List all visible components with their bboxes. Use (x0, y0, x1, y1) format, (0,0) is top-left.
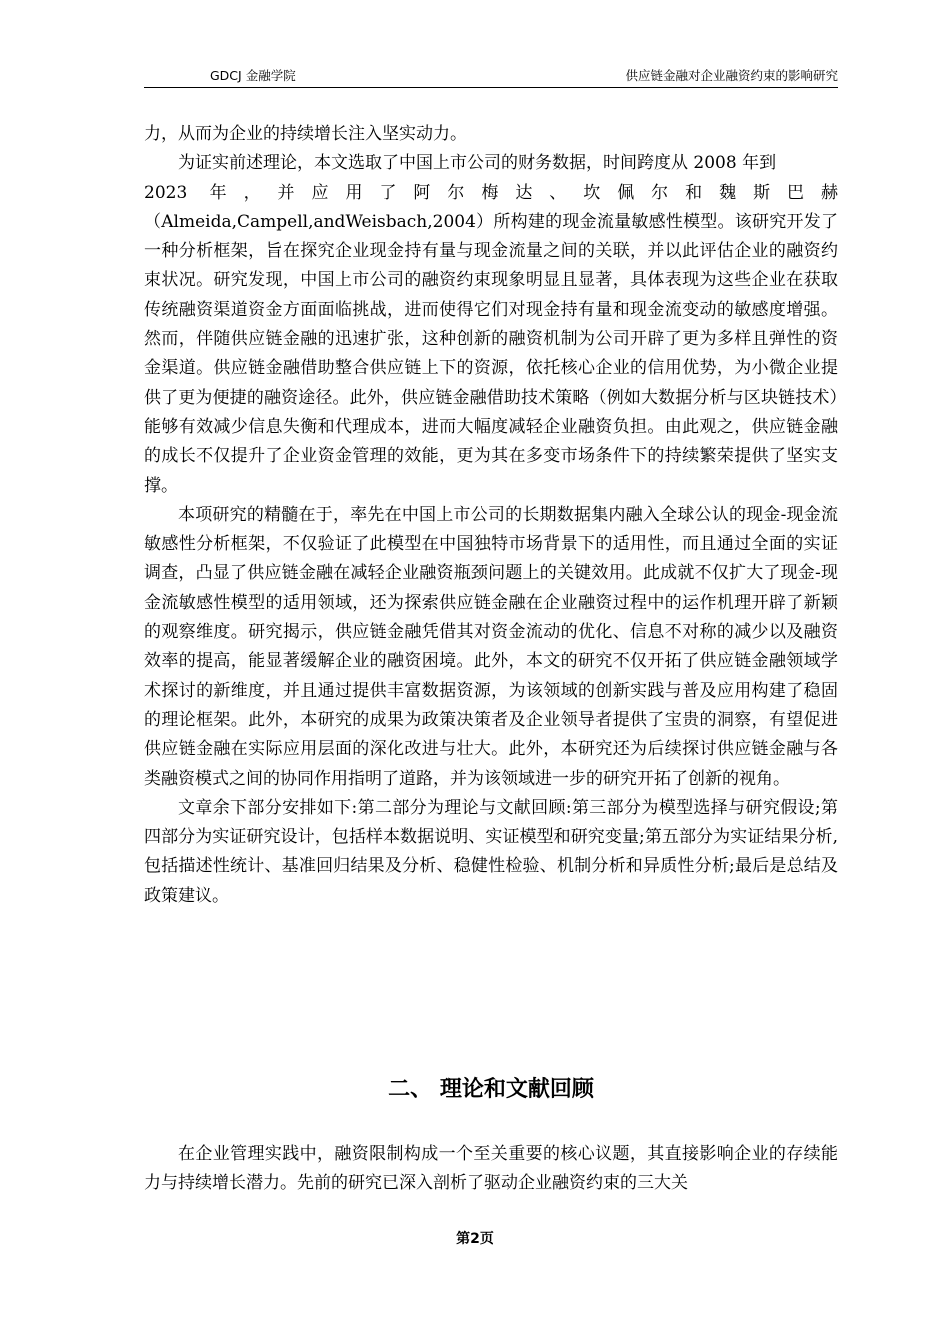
header-institution: GDCJ 金融学院 (210, 68, 296, 83)
paragraph-line: 为证实前述理论，本文选取了中国上市公司的财务数据，时间跨度从 2008 年到 (178, 153, 777, 174)
page-header (144, 66, 838, 86)
paragraph-line: 2023 年，并应用了阿尔梅达、坎佩尔和魏斯巴赫 (144, 182, 838, 203)
header-divider (144, 87, 838, 88)
paragraph-text: （Almeida,Campell,andWeisbach,2004）所构建的现金流量敏感性模型。该研究开发了一种分析框架，旨在探究企业现金持有量与现金流量之间的关联，并以此评估企业的融资约束状况。研究发现，中国上市公司的融资约束现象明显且显著，具体表现为这些企业在获取传统融资渠道资金方面面临挑战，进而使得它们对现金持有量和现金流变动的敏感度增强。然而，伴随供应链金融的迅速扩张，这种创新的融资机制为公司开辟了更为多样且弹性的资金渠道。供应链金融借助整合供应链上下的资源，依托核心企业的信用优势，为小微企业提供了更为便捷的融资途径。此外，供应链金融借助技术策略（例如大数据分析与区块链技术）能够有效减少信息失衡和代理成本，进而大幅度减轻企业融资负担。由此观之，供应链金融的成长不仅提升了企业资金管理的效能，更为其在多变市场条件下的持续繁荣提供了坚实支撑。 (144, 211, 838, 496)
section-body (144, 1140, 838, 1199)
paragraph-structure: 文章余下部分安排如下:第二部分为理论与文献回顾:第三部分为模型选择与研究假设;第四部分为实证研究设计，包括样本数据说明、实证模型和研究变量;第五部分为实证结果分析,包括描述性统计、基准回归结果及分析、稳健性检验、机制分析和异质性分析;最后是总结及政策建议。 (144, 797, 838, 906)
section-heading: 二、 理论和文献回顾 (388, 1077, 594, 1102)
paragraph-research-method (144, 149, 838, 501)
body-text (144, 120, 838, 911)
paragraph-literature: 在企业管理实践中，融资限制构成一个至关重要的核心议题，其直接影响企业的存续能力与持续增长潜力。先前的研究已深入剖析了驱动企业融资约束的三大关 (144, 1144, 838, 1194)
paragraph-contribution: 本项研究的精髓在于，率先在中国上市公司的长期数据集内融入全球公认的现金-现金流敏感性分析框架，不仅验证了此模型在中国独特市场背景下的适用性，而且通过全面的实证调查，凸显了供应链金融在减轻企业融资瓶颈问题上的关键效用。此成就不仅扩大了现金-现金流敏感性模型的适用领域，还为探索供应链金融在企业融资过程中的运作机理开辟了新颖的观察维度。研究揭示，供应链金融凭借其对资金流动的优化、信息不对称的减少以及融资效率的提高，能显著缓解企业的融资困境。此外，本文的研究不仅开拓了供应链金融领域学术探讨的新维度，并且通过提供丰富数据资源，为该领域的创新实践与普及应用构建了稳固的理论框架。此外，本研究的成果为政策决策者及企业领导者提供了宝贵的洞察，有望促进供应链金融在实际应用层面的深化改进与壮大。此外，本研究还为后续探讨供应链金融与各类融资模式之间的协同作用指明了道路，并为该领域进一步的研究开拓了创新的视角。 (144, 504, 838, 789)
header-paper-title: 供应链金融对企业融资约束的影响研究 (625, 68, 838, 83)
page-number: 第2页 (456, 1231, 494, 1247)
paragraph-continuation: 力，从而为企业的持续增长注入坚实动力。 (144, 124, 467, 144)
